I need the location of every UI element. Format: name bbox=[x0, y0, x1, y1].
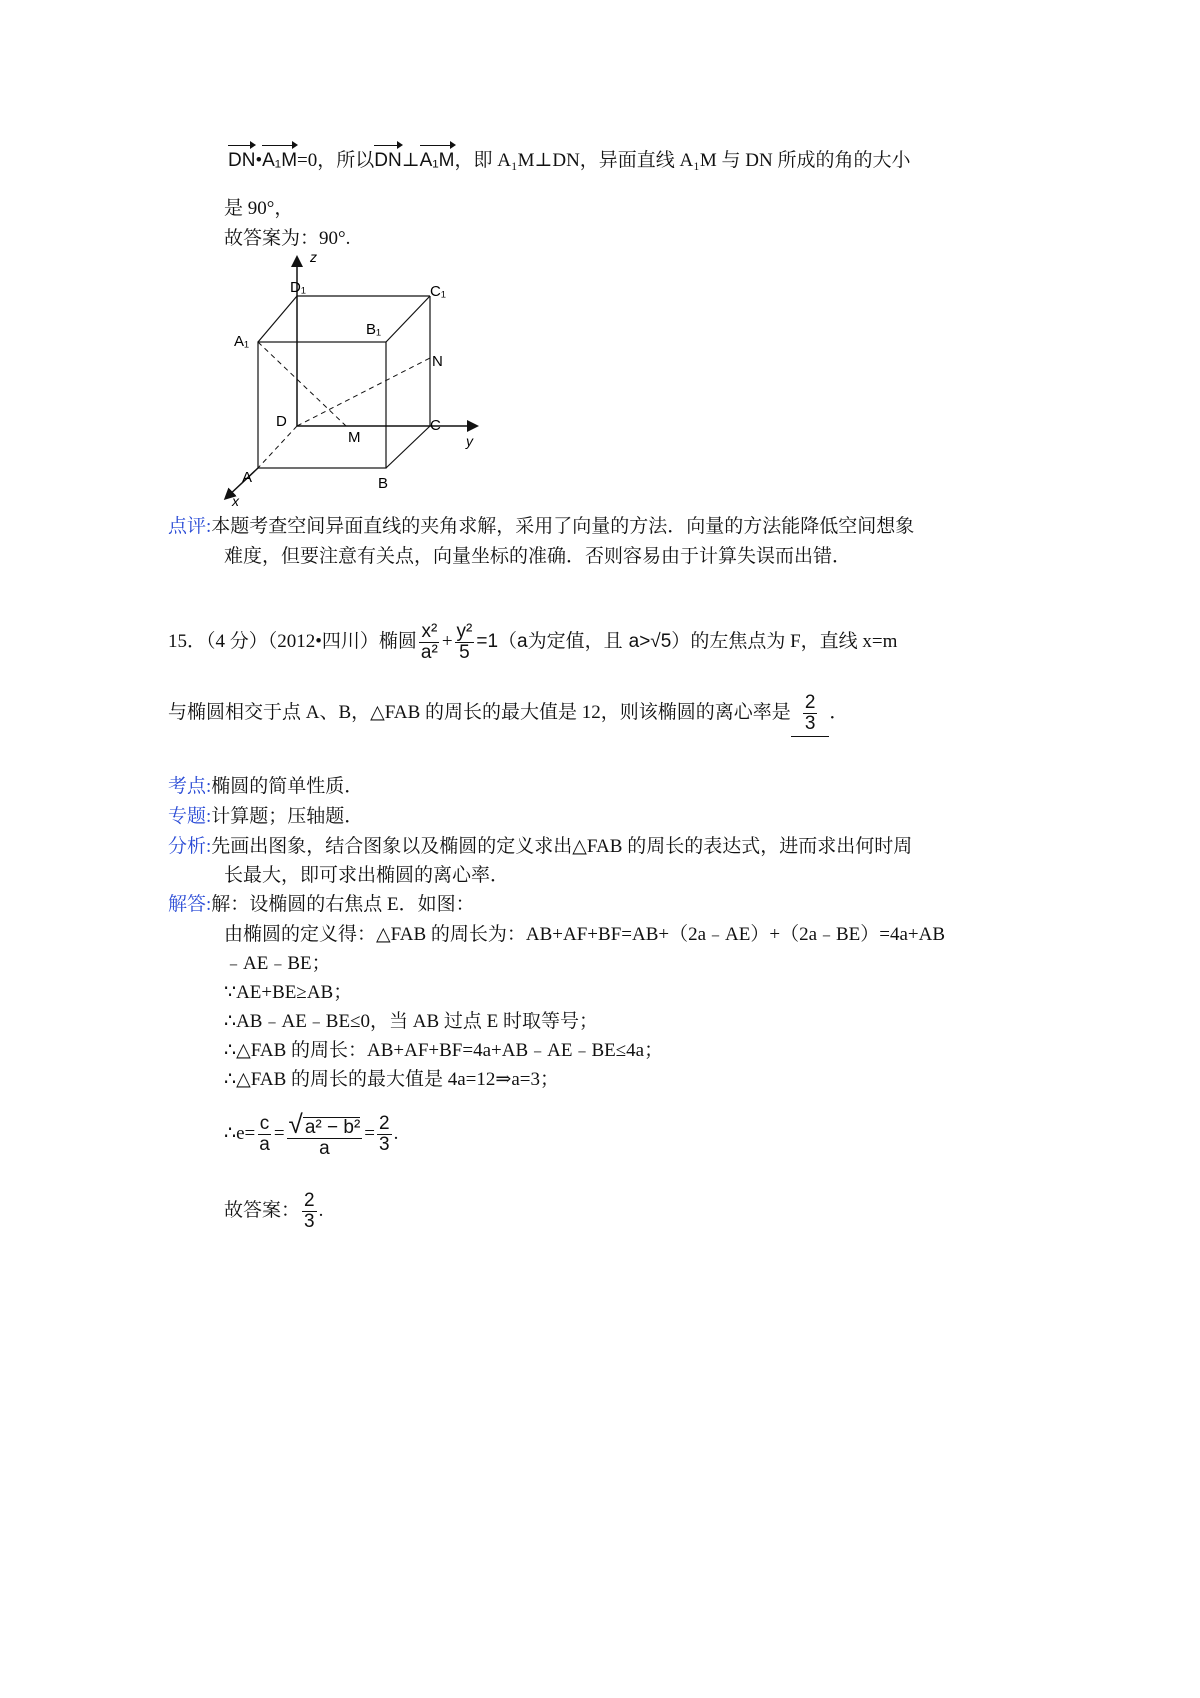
close-paren: ） bbox=[671, 631, 691, 652]
label-d: D bbox=[276, 413, 287, 430]
jieda-line-1 bbox=[168, 892, 475, 918]
perp-symbol: ⊥ bbox=[401, 150, 420, 171]
param-a: a bbox=[517, 631, 528, 652]
final-label: 故答案： bbox=[224, 1200, 301, 1221]
final-fraction bbox=[302, 1191, 317, 1232]
cube-figure bbox=[218, 250, 498, 510]
comment-text-1: 本题考查空间异面直线的夹角求解，采用了向量的方法．向量的方法能降低空间想象 bbox=[211, 516, 915, 537]
def-text: 为定值，且 bbox=[527, 631, 623, 652]
zhuanti-text: 计算题；压轴题． bbox=[211, 806, 364, 827]
e-prefix: ∴e= bbox=[224, 1123, 256, 1144]
eq-sign-2: = bbox=[364, 1123, 375, 1144]
final-den: 3 bbox=[304, 1211, 315, 1233]
answer-blank bbox=[791, 690, 830, 737]
edge-b-c bbox=[386, 426, 430, 468]
edge-d-a bbox=[258, 426, 297, 468]
problem15-line-2 bbox=[168, 690, 848, 737]
frac-x2: x² bbox=[421, 621, 438, 643]
problem15-text-2: 与椭圆相交于点 A、B，△FAB 的周长的最大值是 12，则该椭圆的离心率是 bbox=[168, 702, 791, 723]
label-n: N bbox=[432, 353, 443, 370]
prev-line-1 bbox=[228, 148, 910, 174]
label-y: y bbox=[466, 433, 473, 449]
fenxi-line-2: 长最大，即可求出椭圆的离心率． bbox=[224, 865, 510, 886]
prev-line-3: 故答案为：90°. bbox=[224, 228, 351, 249]
e-end: . bbox=[393, 1123, 399, 1144]
frac-y2-5 bbox=[455, 622, 475, 663]
frac-2: 2 bbox=[379, 1113, 390, 1135]
kaodian-text: 椭圆的简单性质． bbox=[211, 776, 364, 797]
answer-den: 3 bbox=[804, 713, 816, 735]
label-b1: B₁ bbox=[366, 321, 382, 338]
vector-a1m-2: A₁M bbox=[420, 148, 455, 174]
final-num: 2 bbox=[304, 1190, 315, 1212]
jieda-line-5: ∴AB﹣AE﹣BE≤0，当 AB 过点 E 时取等号； bbox=[224, 1011, 599, 1032]
segment-d-n bbox=[297, 358, 430, 426]
segment-a1-m bbox=[258, 342, 346, 426]
frac-sqrt-den: a bbox=[319, 1137, 330, 1159]
frac-c: c bbox=[259, 1113, 270, 1135]
problem15-line-1 bbox=[168, 620, 897, 664]
jieda-line-4: ∵AE+BE≥AB； bbox=[224, 982, 353, 1003]
label-c1: C₁ bbox=[430, 283, 446, 300]
label-z: z bbox=[310, 250, 317, 265]
label-b: B bbox=[378, 475, 389, 492]
fenxi-line-1 bbox=[168, 834, 912, 860]
jieda-line-7: ∴△FAB 的周长的最大值是 4a=12⇒a=3； bbox=[224, 1069, 559, 1090]
final-answer bbox=[224, 1186, 323, 1236]
vector-dn: DN bbox=[228, 148, 255, 174]
frac-3: 3 bbox=[379, 1134, 390, 1156]
kaodian-line bbox=[168, 774, 363, 800]
zhuanti-line bbox=[168, 804, 363, 830]
comment-label: 点评: bbox=[168, 516, 212, 537]
frac-sqrt-num: √ a² − b² bbox=[288, 1108, 361, 1139]
frac-5: 5 bbox=[459, 642, 470, 664]
problem15-tail: 的左焦点为 F，直线 x=m bbox=[690, 631, 898, 652]
answer-num: 2 bbox=[804, 692, 816, 714]
jieda-text-1: 解：设椭圆的右焦点 E．如图： bbox=[211, 894, 475, 915]
fenxi-text-1: 先画出图象，结合图象以及椭圆的定义求出△FAB 的周长的表达式，进而求出何时周 bbox=[211, 836, 913, 857]
eq-sign-1: = bbox=[273, 1123, 285, 1144]
dot-product: • bbox=[255, 150, 263, 171]
eq-zero-text: =0，所以 bbox=[297, 150, 375, 171]
frac-c-a bbox=[257, 1114, 272, 1155]
frac-a: a bbox=[259, 1134, 270, 1156]
fenxi-label: 分析: bbox=[168, 836, 212, 857]
edge-a1-d1 bbox=[258, 296, 297, 342]
label-m: M bbox=[348, 429, 361, 446]
prev-line-2: 是 90°， bbox=[224, 198, 294, 219]
frac-y2: y² bbox=[456, 621, 473, 643]
condition: a>√5 bbox=[628, 631, 672, 652]
label-a1: A₁ bbox=[234, 333, 250, 350]
problem15-prefix: 15．（4 分）（2012•四川）椭圆 bbox=[168, 631, 417, 652]
frac-sqrt bbox=[287, 1108, 363, 1159]
kaodian-label: 考点: bbox=[168, 776, 212, 797]
answer-fraction bbox=[803, 693, 818, 734]
final-end: . bbox=[318, 1200, 324, 1221]
edge-b1-c1 bbox=[386, 296, 430, 342]
jieda-label: 解答: bbox=[168, 894, 212, 915]
label-a: A bbox=[242, 469, 253, 486]
comment-line-2: 难度，但要注意有关点，向量坐标的准确．否则容易由于计算失误而出错． bbox=[224, 546, 852, 567]
sqrt-content: a² − b² bbox=[304, 1116, 361, 1138]
jieda-line-2: 由椭圆的定义得：△FAB 的周长为：AB+AF+BF=AB+（2a﹣AE）+（2a﹣BE）=4a+AB bbox=[224, 924, 946, 945]
label-c: C bbox=[430, 417, 441, 434]
eq-one: =1（ bbox=[476, 631, 518, 652]
plus-sign: + bbox=[441, 631, 453, 652]
jieda-line-3: ﹣AE﹣BE； bbox=[224, 953, 331, 974]
eccentricity-formula bbox=[224, 1104, 398, 1164]
frac-x2-a2 bbox=[419, 622, 440, 663]
frac-a2: a² bbox=[420, 642, 438, 664]
line1-tail: ，即 A₁M⊥DN，异面直线 A₁M 与 DN 所成的角的大小 bbox=[454, 150, 911, 171]
label-x: x bbox=[232, 493, 239, 509]
frac-2-3 bbox=[377, 1114, 392, 1155]
vector-a1m: A₁M bbox=[262, 148, 297, 174]
zhuanti-label: 专题: bbox=[168, 806, 212, 827]
front-face bbox=[258, 342, 386, 468]
problem15-end: ． bbox=[829, 702, 849, 723]
comment-line-1 bbox=[168, 514, 914, 540]
jieda-line-6: ∴△FAB 的周长：AB+AF+BF=4a+AB﹣AE﹣BE≤4a； bbox=[224, 1040, 664, 1061]
label-d1: D₁ bbox=[290, 279, 306, 296]
vector-dn-2: DN bbox=[374, 148, 401, 174]
